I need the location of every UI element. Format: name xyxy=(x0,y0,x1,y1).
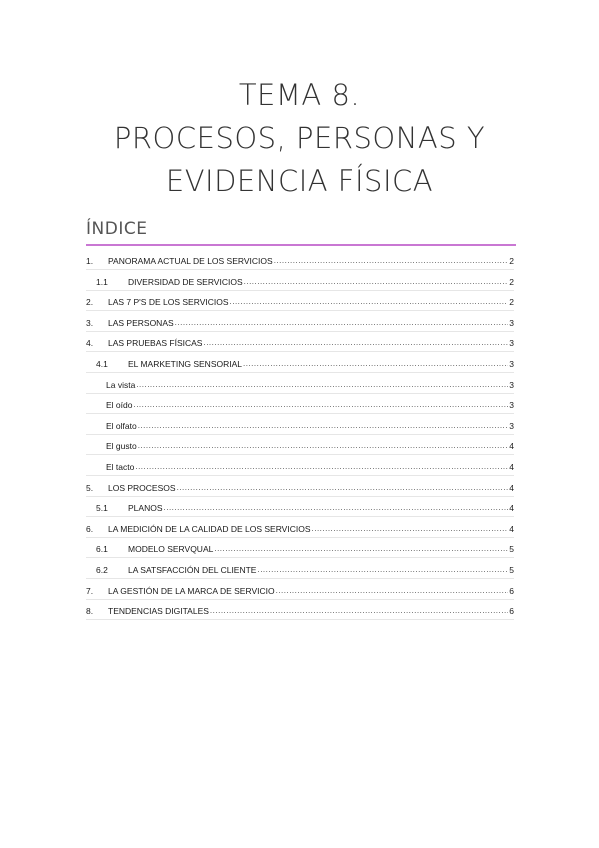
toc-entry-number: 8. xyxy=(86,606,94,617)
toc-entry[interactable] xyxy=(86,396,514,410)
toc-entry-page: 4 xyxy=(509,441,514,452)
heading-rule xyxy=(86,244,516,246)
document-title-line-3: EVIDENCIA FÍSICA xyxy=(165,164,434,198)
toc-leader-dots xyxy=(164,503,509,513)
toc-entry-page: 5 xyxy=(509,544,514,555)
toc-entry-number: 4. xyxy=(86,338,94,349)
toc-entry-number: 6. xyxy=(86,523,94,534)
toc-row-separator xyxy=(86,434,514,435)
toc-row-separator xyxy=(86,310,514,311)
toc-entry-number: 1. xyxy=(86,256,94,266)
toc-entry-label: LAS PERSONAS xyxy=(108,317,174,328)
toc-row-separator xyxy=(86,269,514,270)
indice-heading: ÍNDICE xyxy=(86,219,148,239)
toc-entry-page: 3 xyxy=(509,420,514,431)
toc-entry[interactable] xyxy=(86,561,514,575)
toc-entry-page: 3 xyxy=(509,379,514,390)
toc-entry-page: 4 xyxy=(509,523,514,534)
toc-leader-dots xyxy=(210,606,508,616)
toc-entry-label: PLANOS xyxy=(128,503,163,514)
toc-entry-page: 4 xyxy=(509,503,514,514)
toc-entry-number: 2. xyxy=(86,297,94,308)
toc-entry-label: El oído xyxy=(106,400,133,411)
toc-leader-dots xyxy=(135,462,508,472)
toc-entry-page: 6 xyxy=(509,606,514,617)
toc-entry[interactable] xyxy=(86,437,514,451)
toc-entry-label: La vista xyxy=(106,379,136,390)
toc-leader-dots xyxy=(203,338,508,348)
toc-row-separator xyxy=(86,516,514,517)
toc-entry[interactable] xyxy=(86,376,514,390)
toc-entry-label: TENDENCIAS DIGITALES xyxy=(108,606,209,617)
toc-entry-number: 7. xyxy=(86,585,94,596)
toc-row-separator xyxy=(86,537,514,538)
toc-entry-page: 5 xyxy=(509,565,514,575)
document-title-line-2: PROCESOS, PERSONAS Y xyxy=(113,121,486,155)
toc-leader-dots xyxy=(276,586,509,596)
toc-entry-number: 3. xyxy=(86,317,94,328)
toc-entry-page: 3 xyxy=(509,317,514,328)
toc-leader-dots xyxy=(257,565,508,575)
toc-row-separator xyxy=(86,290,514,291)
toc-leader-dots xyxy=(177,483,509,493)
toc-entry-page: 4 xyxy=(509,482,514,493)
toc-row-separator xyxy=(86,578,514,579)
toc-entry-label: LOS PROCESOS xyxy=(108,482,176,493)
toc-row-separator xyxy=(86,619,514,620)
toc-leader-dots xyxy=(230,297,509,307)
toc-entry-page: 2 xyxy=(509,276,514,287)
toc-entry-page: 3 xyxy=(509,400,514,411)
toc-entry[interactable] xyxy=(86,499,514,513)
toc-row-separator xyxy=(86,454,514,455)
toc-entry-label: LAS 7 P'S DE LOS SERVICIOS xyxy=(108,297,229,308)
toc-entry-label: El olfato xyxy=(106,420,137,431)
toc-entry[interactable] xyxy=(86,355,514,369)
toc-entry-number: 1.1 xyxy=(96,276,108,287)
toc-entry-number: 6.2 xyxy=(96,565,108,575)
toc-row-separator xyxy=(86,351,514,352)
toc-entry-page: 3 xyxy=(509,359,514,369)
toc-entry[interactable] xyxy=(86,540,514,554)
toc-leader-dots xyxy=(214,544,508,554)
toc-entry-label: EL MARKETING SENSORIAL xyxy=(128,359,242,369)
toc-entry-number: 4.1 xyxy=(96,359,108,369)
toc-entry[interactable] xyxy=(86,417,514,431)
toc-entry[interactable] xyxy=(86,334,514,348)
toc-entry-label: El gusto xyxy=(106,441,137,452)
toc-row-separator xyxy=(86,557,514,558)
toc-leader-dots xyxy=(138,441,509,451)
toc-entry-number: 5.1 xyxy=(96,503,108,514)
toc-entry-label: LAS PRUEBAS FÍSICAS xyxy=(108,338,203,349)
toc-leader-dots xyxy=(243,359,508,369)
toc-entry[interactable] xyxy=(86,252,514,266)
toc-row-separator xyxy=(86,372,514,373)
toc-entry-label: MODELO SERVQUAL xyxy=(128,544,214,555)
toc-entry-number: 6.1 xyxy=(96,544,108,555)
toc-entry[interactable] xyxy=(86,293,514,307)
toc-entry-label: LA SATSFACCIÓN DEL CLIENTE xyxy=(128,565,257,575)
toc-leader-dots xyxy=(138,421,509,431)
toc-leader-dots xyxy=(274,256,509,266)
toc-entry-label: PANORAMA ACTUAL DE LOS SERVICIOS xyxy=(108,256,273,266)
toc-row-separator xyxy=(86,496,514,497)
toc-row-separator xyxy=(86,393,514,394)
toc-row-separator xyxy=(86,413,514,414)
toc-entry[interactable] xyxy=(86,314,514,328)
toc-entry-number: 5. xyxy=(86,482,94,493)
toc-entry-page: 3 xyxy=(509,338,514,349)
toc-entry-page: 2 xyxy=(509,256,514,266)
toc-row-separator xyxy=(86,599,514,600)
toc-row-separator xyxy=(86,331,514,332)
toc-entry-label: DIVERSIDAD DE SERVICIOS xyxy=(128,276,243,287)
toc-entry[interactable] xyxy=(86,520,514,534)
toc-entry-label: El tacto xyxy=(106,462,135,472)
toc-row-separator xyxy=(86,475,514,476)
toc-entry[interactable] xyxy=(86,273,514,287)
toc-leader-dots xyxy=(175,318,509,328)
toc-entry[interactable] xyxy=(86,479,514,493)
toc-entry-label: LA GESTIÓN DE LA MARCA DE SERVICIO xyxy=(108,585,275,596)
toc-leader-dots xyxy=(133,400,508,410)
toc-entry[interactable] xyxy=(86,582,514,596)
toc-entry[interactable] xyxy=(86,602,514,616)
document-title-line-1: TEMA 8. xyxy=(238,78,361,112)
toc-entry-page: 6 xyxy=(509,585,514,596)
toc-leader-dots xyxy=(312,524,509,534)
toc-entry[interactable] xyxy=(86,458,514,472)
toc-entry-page: 4 xyxy=(509,462,514,472)
toc-leader-dots xyxy=(136,380,508,390)
toc-entry-page: 2 xyxy=(509,297,514,308)
toc-entry-label: LA MEDICIÓN DE LA CALIDAD DE LOS SERVICIOS xyxy=(108,523,311,534)
toc-leader-dots xyxy=(244,277,509,287)
